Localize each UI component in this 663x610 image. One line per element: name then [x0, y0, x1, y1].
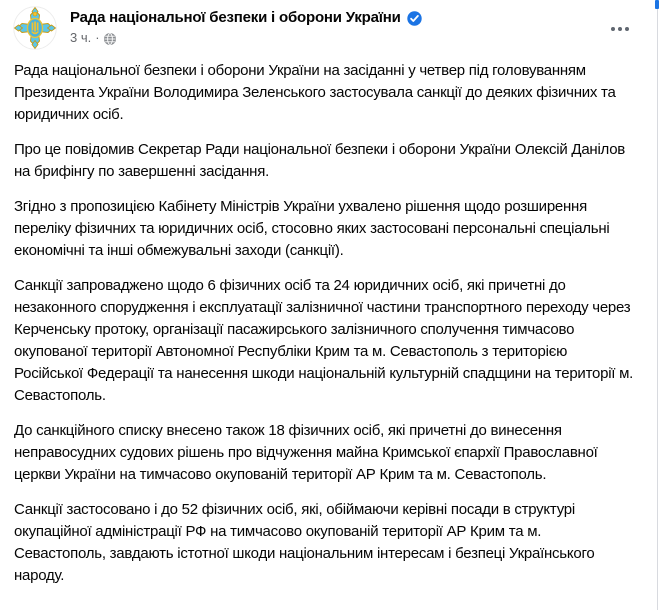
- name-row: [70, 8, 647, 27]
- post-header: [0, 0, 663, 50]
- more-options-button[interactable]: [606, 19, 634, 39]
- verified-badge-icon: [407, 11, 422, 26]
- ellipsis-icon: [611, 27, 629, 31]
- meta-separator: ·: [95, 30, 100, 45]
- post-meta: [70, 30, 647, 46]
- post-paragraph: До санкційного списку внесено також 18 фізичних осіб, які причетні до винесення неправосудних судових рішень про відчуження майна Кримської єпархії Православної церкви України на тимчасово окупованій території АР Крим та м. Севастополь.: [14, 422, 598, 483]
- scrollbar-thumb[interactable]: [655, 0, 659, 9]
- post-paragraph: Рада національної безпеки і оборони України на засіданні у четвер під головуванням Президента України Володимира Зеленського застосувала санкції до деяких фізичних та юридичних осіб.: [14, 62, 616, 123]
- post-paragraph: Санкції запроваджено щодо 6 фізичних осіб та 24 юридичних осіб, які причетні до незаконного спорудження і експлуатації залізничної частини транспортного переходу через Керченську протоку, організації пасажирського залізничного сполучення тимчасово окупованої території Автономної Республіки Крим та м. Севастополь з територією Російської Федерації та нанесення шкоди національній культурній спадщини на території м. Севастополь.: [14, 277, 634, 404]
- scrollbar-track[interactable]: [657, 0, 658, 610]
- page-avatar[interactable]: [13, 6, 57, 50]
- header-text: [70, 6, 647, 46]
- post-text: [0, 50, 660, 587]
- page-name-link[interactable]: Рада національної безпеки і оборони України: [70, 9, 401, 26]
- post-paragraph: Про це повідомив Секретар Ради національної безпеки і оборони України Олексій Данілов на брифінгу по завершенні засідання.: [14, 141, 626, 180]
- post-paragraph: Санкції застосовано і до 52 фізичних осіб, які, обіймаючи керівні посади в структурі окупаційної адміністрації РФ на тимчасово окупованій території АР Крим та м. Севастополь, завдають істотної шкоди національним інтересам і безпеці Українського народу.: [14, 501, 595, 584]
- nsdc-logo-icon: [13, 6, 57, 50]
- globe-icon: [104, 33, 116, 45]
- timestamp[interactable]: 3 ч.: [70, 30, 92, 45]
- post-paragraph: Згідно з пропозицією Кабінету Міністрів України ухвалено рішення щодо розширення переліку фізичних та юридичних осіб, стосовно яких застосовані персональні спеціальні економічні та інші обмежувальні заходи (санкції).: [14, 198, 610, 259]
